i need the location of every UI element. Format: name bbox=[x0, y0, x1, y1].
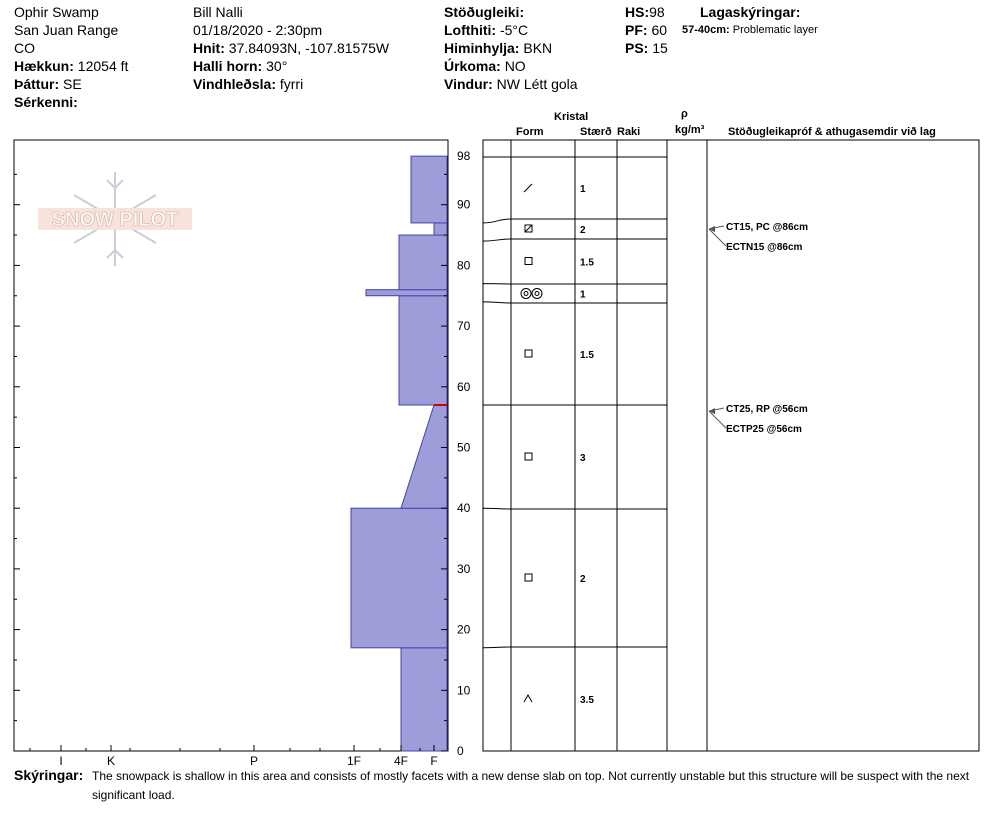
hardness-layer bbox=[399, 296, 447, 405]
depth-tick-label: 60 bbox=[457, 379, 471, 394]
hardness-layer bbox=[434, 223, 447, 235]
stability-label: Stöðugleiki: bbox=[444, 4, 525, 20]
snowpilot-logo bbox=[38, 172, 192, 266]
features-label: Sérkenni: bbox=[14, 94, 78, 110]
grain-size-label: 2 bbox=[580, 225, 586, 236]
size-header: Stærð bbox=[580, 126, 612, 138]
test-result-label: ECTN15 @86cm bbox=[726, 242, 803, 253]
hardness-layer bbox=[401, 648, 447, 751]
hardness-tick-label: K bbox=[106, 754, 116, 768]
crystal-table-grid bbox=[483, 140, 707, 751]
hardness-layer bbox=[401, 405, 447, 508]
elevation-value: 12054 ft bbox=[77, 58, 129, 74]
wind-label: Vindur: bbox=[444, 76, 493, 92]
depth-tick-label: 90 bbox=[457, 197, 471, 212]
hardness-profile bbox=[351, 156, 447, 751]
grain-size-label: 1.5 bbox=[580, 350, 594, 361]
hardness-layer bbox=[411, 156, 447, 223]
arrowhead-icon bbox=[709, 226, 715, 232]
pf-label: PF: bbox=[625, 22, 648, 38]
air-temp-value: -5°C bbox=[499, 22, 529, 38]
comments-label: Skýringar: bbox=[14, 767, 84, 783]
moisture-header: Raki bbox=[617, 126, 641, 138]
pf-value: 60 bbox=[651, 22, 668, 38]
sky-value: BKN bbox=[523, 40, 553, 56]
depth-tick-label: 98 bbox=[457, 149, 471, 164]
logo-text: SNOW PILOT bbox=[51, 209, 179, 231]
grain-size-label: 1.5 bbox=[580, 257, 594, 269]
hardness-layer bbox=[399, 235, 447, 290]
hardness-tick-label: P bbox=[249, 754, 259, 768]
depth-tick-label: 50 bbox=[457, 440, 471, 455]
grain-size-label: 1 bbox=[580, 184, 586, 195]
legend-item-text: Problematic layer bbox=[732, 24, 818, 36]
tests-header: Stöðugleikapróf & athugasemdir við lag bbox=[728, 126, 936, 138]
arrowhead-icon bbox=[709, 408, 715, 414]
depth-tick-label: 70 bbox=[457, 319, 471, 334]
ps-label: PS: bbox=[625, 40, 649, 56]
grain-size-label: 3 bbox=[580, 453, 586, 464]
test-arrow bbox=[709, 229, 726, 246]
depth-tick-label: 30 bbox=[457, 561, 471, 576]
grain-form-icon-mixed-facet bbox=[525, 225, 532, 232]
grain-form-icon-facet bbox=[525, 258, 532, 265]
grain-form-icon-facet bbox=[525, 453, 532, 460]
elevation-label: Hækkun: bbox=[14, 58, 74, 74]
depth-tick-label: 20 bbox=[457, 622, 471, 637]
rho-header: ρ bbox=[681, 108, 688, 120]
hardness-tick-label: I bbox=[59, 754, 63, 768]
grain-size-label: 2 bbox=[580, 574, 586, 585]
aspect-label: Þáttur: bbox=[14, 76, 60, 92]
hardness-axis bbox=[30, 745, 438, 768]
slope-label: Halli horn: bbox=[193, 58, 263, 74]
observation-datetime: 01/18/2020 - 2:30pm bbox=[193, 22, 323, 38]
test-arrow bbox=[709, 411, 726, 428]
grain-form-icon-depth-hoar bbox=[524, 695, 532, 702]
density-unit-header: kg/m³ bbox=[675, 124, 705, 136]
grain-size-label: 3.5 bbox=[580, 695, 594, 706]
wind-value: NW Létt gola bbox=[496, 76, 578, 92]
test-result-label: CT25, RP @56cm bbox=[726, 404, 808, 415]
depth-tick-label: 80 bbox=[457, 258, 471, 273]
hs-value: 98 bbox=[649, 4, 665, 20]
observer-name: Bill Nalli bbox=[193, 4, 243, 20]
depth-tick-label: 10 bbox=[457, 683, 471, 698]
hs-label: HS: bbox=[625, 4, 650, 20]
hardness-layer bbox=[351, 508, 447, 648]
layer-connector bbox=[483, 508, 511, 509]
grain-form-icon-facet bbox=[525, 574, 532, 581]
layer-connector bbox=[483, 302, 511, 303]
ps-value: 15 bbox=[652, 40, 668, 56]
wind-loading-value: fyrri bbox=[279, 76, 304, 92]
hardness-tick-label: F bbox=[430, 754, 438, 768]
state: CO bbox=[14, 40, 35, 56]
legend-label: Lagaskýringar: bbox=[700, 4, 801, 20]
stability-tests bbox=[709, 222, 808, 435]
grain-form-icon-melt-freeze bbox=[521, 289, 542, 299]
layer-connector bbox=[483, 647, 511, 648]
test-result-label: CT15, PC @86cm bbox=[726, 222, 809, 233]
aspect-value: SE bbox=[63, 76, 82, 92]
location-name: Ophir Swamp bbox=[14, 4, 99, 20]
hardness-tick-label: 4F bbox=[393, 754, 409, 768]
layer-connector bbox=[483, 219, 511, 223]
layer-connector bbox=[483, 239, 511, 241]
crystal-header: Kristal bbox=[554, 111, 589, 123]
hardness-plot-frame bbox=[14, 140, 448, 751]
grain-form-icon-decomposing bbox=[524, 184, 532, 192]
coords-value: 37.84093N, -107.81575W bbox=[228, 40, 390, 56]
hardness-tick-label: 1F bbox=[346, 754, 362, 768]
test-result-label: ECTP25 @56cm bbox=[726, 424, 802, 435]
wind-loading-label: Vindhleðsla: bbox=[193, 76, 276, 92]
grain-size-label: 1 bbox=[580, 289, 586, 301]
comments-text: The snowpack is shallow in this area and consists of mostly facets with a new dense slab on top. Not currently unstable but this structure will be suspect with the next significant load. bbox=[92, 769, 970, 802]
air-temp-label: Lofthiti: bbox=[444, 22, 497, 38]
hardness-layer bbox=[366, 290, 447, 296]
form-header: Form bbox=[516, 126, 544, 138]
coords-label: Hnit: bbox=[193, 40, 225, 56]
depth-tick-label: 0 bbox=[457, 744, 464, 758]
mountain-range: San Juan Range bbox=[14, 22, 119, 38]
grain-form-icon-facet bbox=[525, 350, 532, 357]
legend-item-range: 57-40cm: bbox=[682, 24, 730, 36]
depth-tick-label: 40 bbox=[457, 501, 471, 516]
slope-value: 30° bbox=[266, 58, 288, 74]
sky-label: Himinhylja: bbox=[444, 40, 520, 56]
precip-label: Úrkoma: bbox=[444, 58, 501, 74]
precip-value: NO bbox=[504, 58, 526, 74]
